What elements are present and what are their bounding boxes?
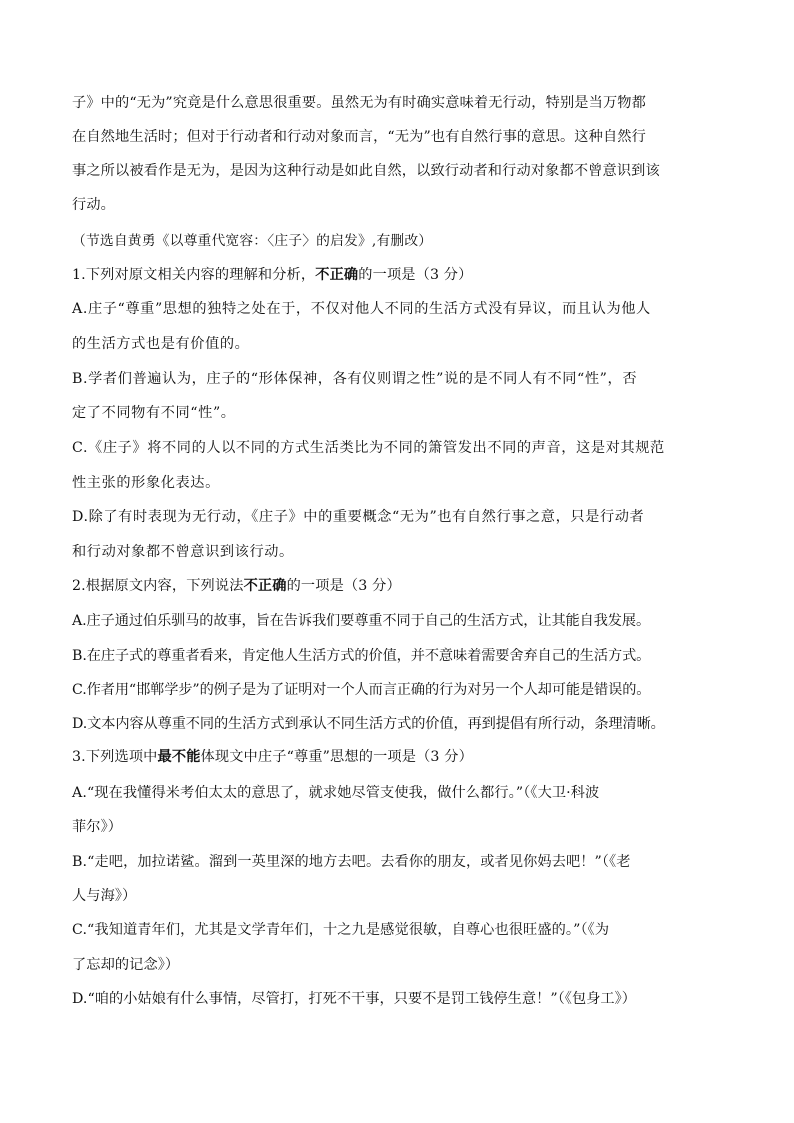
question-3-option-b-cont: 人与海》） — [72, 888, 137, 904]
question-1-stem-post: 的一项是（3 分） — [358, 267, 473, 283]
question-2-stem — [72, 576, 401, 596]
question-1-option-b: B.学者们普遍认为，庄子的“形体保神，各有仪则谓之性”说的是不同人有不同“性”，否 — [72, 371, 638, 387]
question-3-stem — [72, 747, 473, 767]
question-2-option-b: B.在庄子式的尊重者看来，肯定他人生活方式的价值，并不意味着需要舍弃自己的生活方式。 — [72, 648, 651, 664]
question-2-stem-emphasis: 不正确 — [243, 578, 287, 594]
question-3-option-c-cont: 了忘却的记念》） — [72, 957, 180, 973]
question-1-option-c: C.《庄子》将不同的人以不同的方式生活类比为不同的箫管发出不同的声音，这是对其规范 — [72, 440, 665, 456]
question-1-option-c-cont: 性主张的形象化表达。 — [72, 475, 220, 491]
question-3-stem-emphasis: 最不能 — [157, 749, 201, 765]
question-1-option-d-cont: 和行动对象都不曾意识到该行动。 — [72, 544, 294, 560]
passage-line-3: 事之所以被看作是无为，是因为这种行动是如此自然，以致行动者和行动对象都不曾意识到该 — [72, 163, 660, 179]
question-3-option-a: A.“现在我懂得米考伯太太的意思了，就求她尽管支使我，做什么都行。”（《大卫·科波 — [72, 785, 600, 801]
question-3-option-d: D.“咱的小姑娘有什么事情，尽管打，打死不干事，只要不是罚工钱停生意！”（《包身工》） — [72, 991, 637, 1007]
question-2-stem-pre: 2.根据原文内容，下列说法 — [72, 578, 244, 594]
passage-line-2: 在自然地生活时；但对于行动者和行动对象而言，“无为”也有自然行事的意思。这种自然行 — [72, 129, 646, 145]
question-1-stem-pre: 1.下列对原文相关内容的理解和分析， — [72, 267, 316, 283]
question-1-option-d: D.除了有时表现为无行动，《庄子》中的重要概念“无为”也有自然行事之意，只是行动者 — [72, 509, 645, 525]
passage-source: （节选自黄勇《以尊重代宽容：〈庄子〉的启发》,有删改） — [72, 233, 433, 249]
question-1-option-a: A.庄子“尊重”思想的独特之处在于，不仅对他人不同的生活方式没有异议，而且认为他人 — [72, 301, 651, 317]
question-1-stem-emphasis: 不正确 — [315, 267, 359, 283]
question-3-option-c: C.“我知道青年们，尤其是文学青年们，十之九是感觉很敏，自尊心也很旺盛的。”（《为 — [72, 922, 610, 938]
question-1-stem — [72, 265, 472, 285]
question-2-option-c: C.作者用“邯郸学步”的例子是为了证明对一个人而言正确的行为对另一个人却可能是错误的。 — [72, 682, 651, 698]
question-3-stem-post: 体现文中庄子“尊重”思想的一项是（3 分） — [200, 749, 473, 765]
question-3-stem-pre: 3.下列选项中 — [72, 749, 158, 765]
question-3-option-a-cont: 菲尔》） — [72, 819, 123, 835]
passage-line-4: 行动。 — [72, 197, 116, 213]
question-2-stem-post: 的一项是（3 分） — [286, 578, 401, 594]
question-1-option-b-cont: 定了不同物有不同“性”。 — [72, 405, 236, 421]
question-2-option-d: D.文本内容从尊重不同的生活方式到承认不同生活方式的价值，再到提倡有所行动，条理清晰。 — [72, 716, 665, 732]
passage-line-1: 子》中的“无为”究竟是什么意思很重要。虽然无为有时确实意味着无行动，特别是当万物都 — [72, 95, 646, 111]
question-2-option-a: A.庄子通过伯乐驯马的故事，旨在告诉我们要尊重不同于自己的生活方式，让其能自我发展。 — [72, 613, 651, 629]
question-1-option-a-cont: 的生活方式也是有价值的。 — [72, 336, 250, 352]
question-3-option-b: B.“走吧，加拉诺鲨。溜到一英里深的地方去吧。去看你的朋友，或者见你妈去吧！”（《老 — [72, 854, 631, 870]
